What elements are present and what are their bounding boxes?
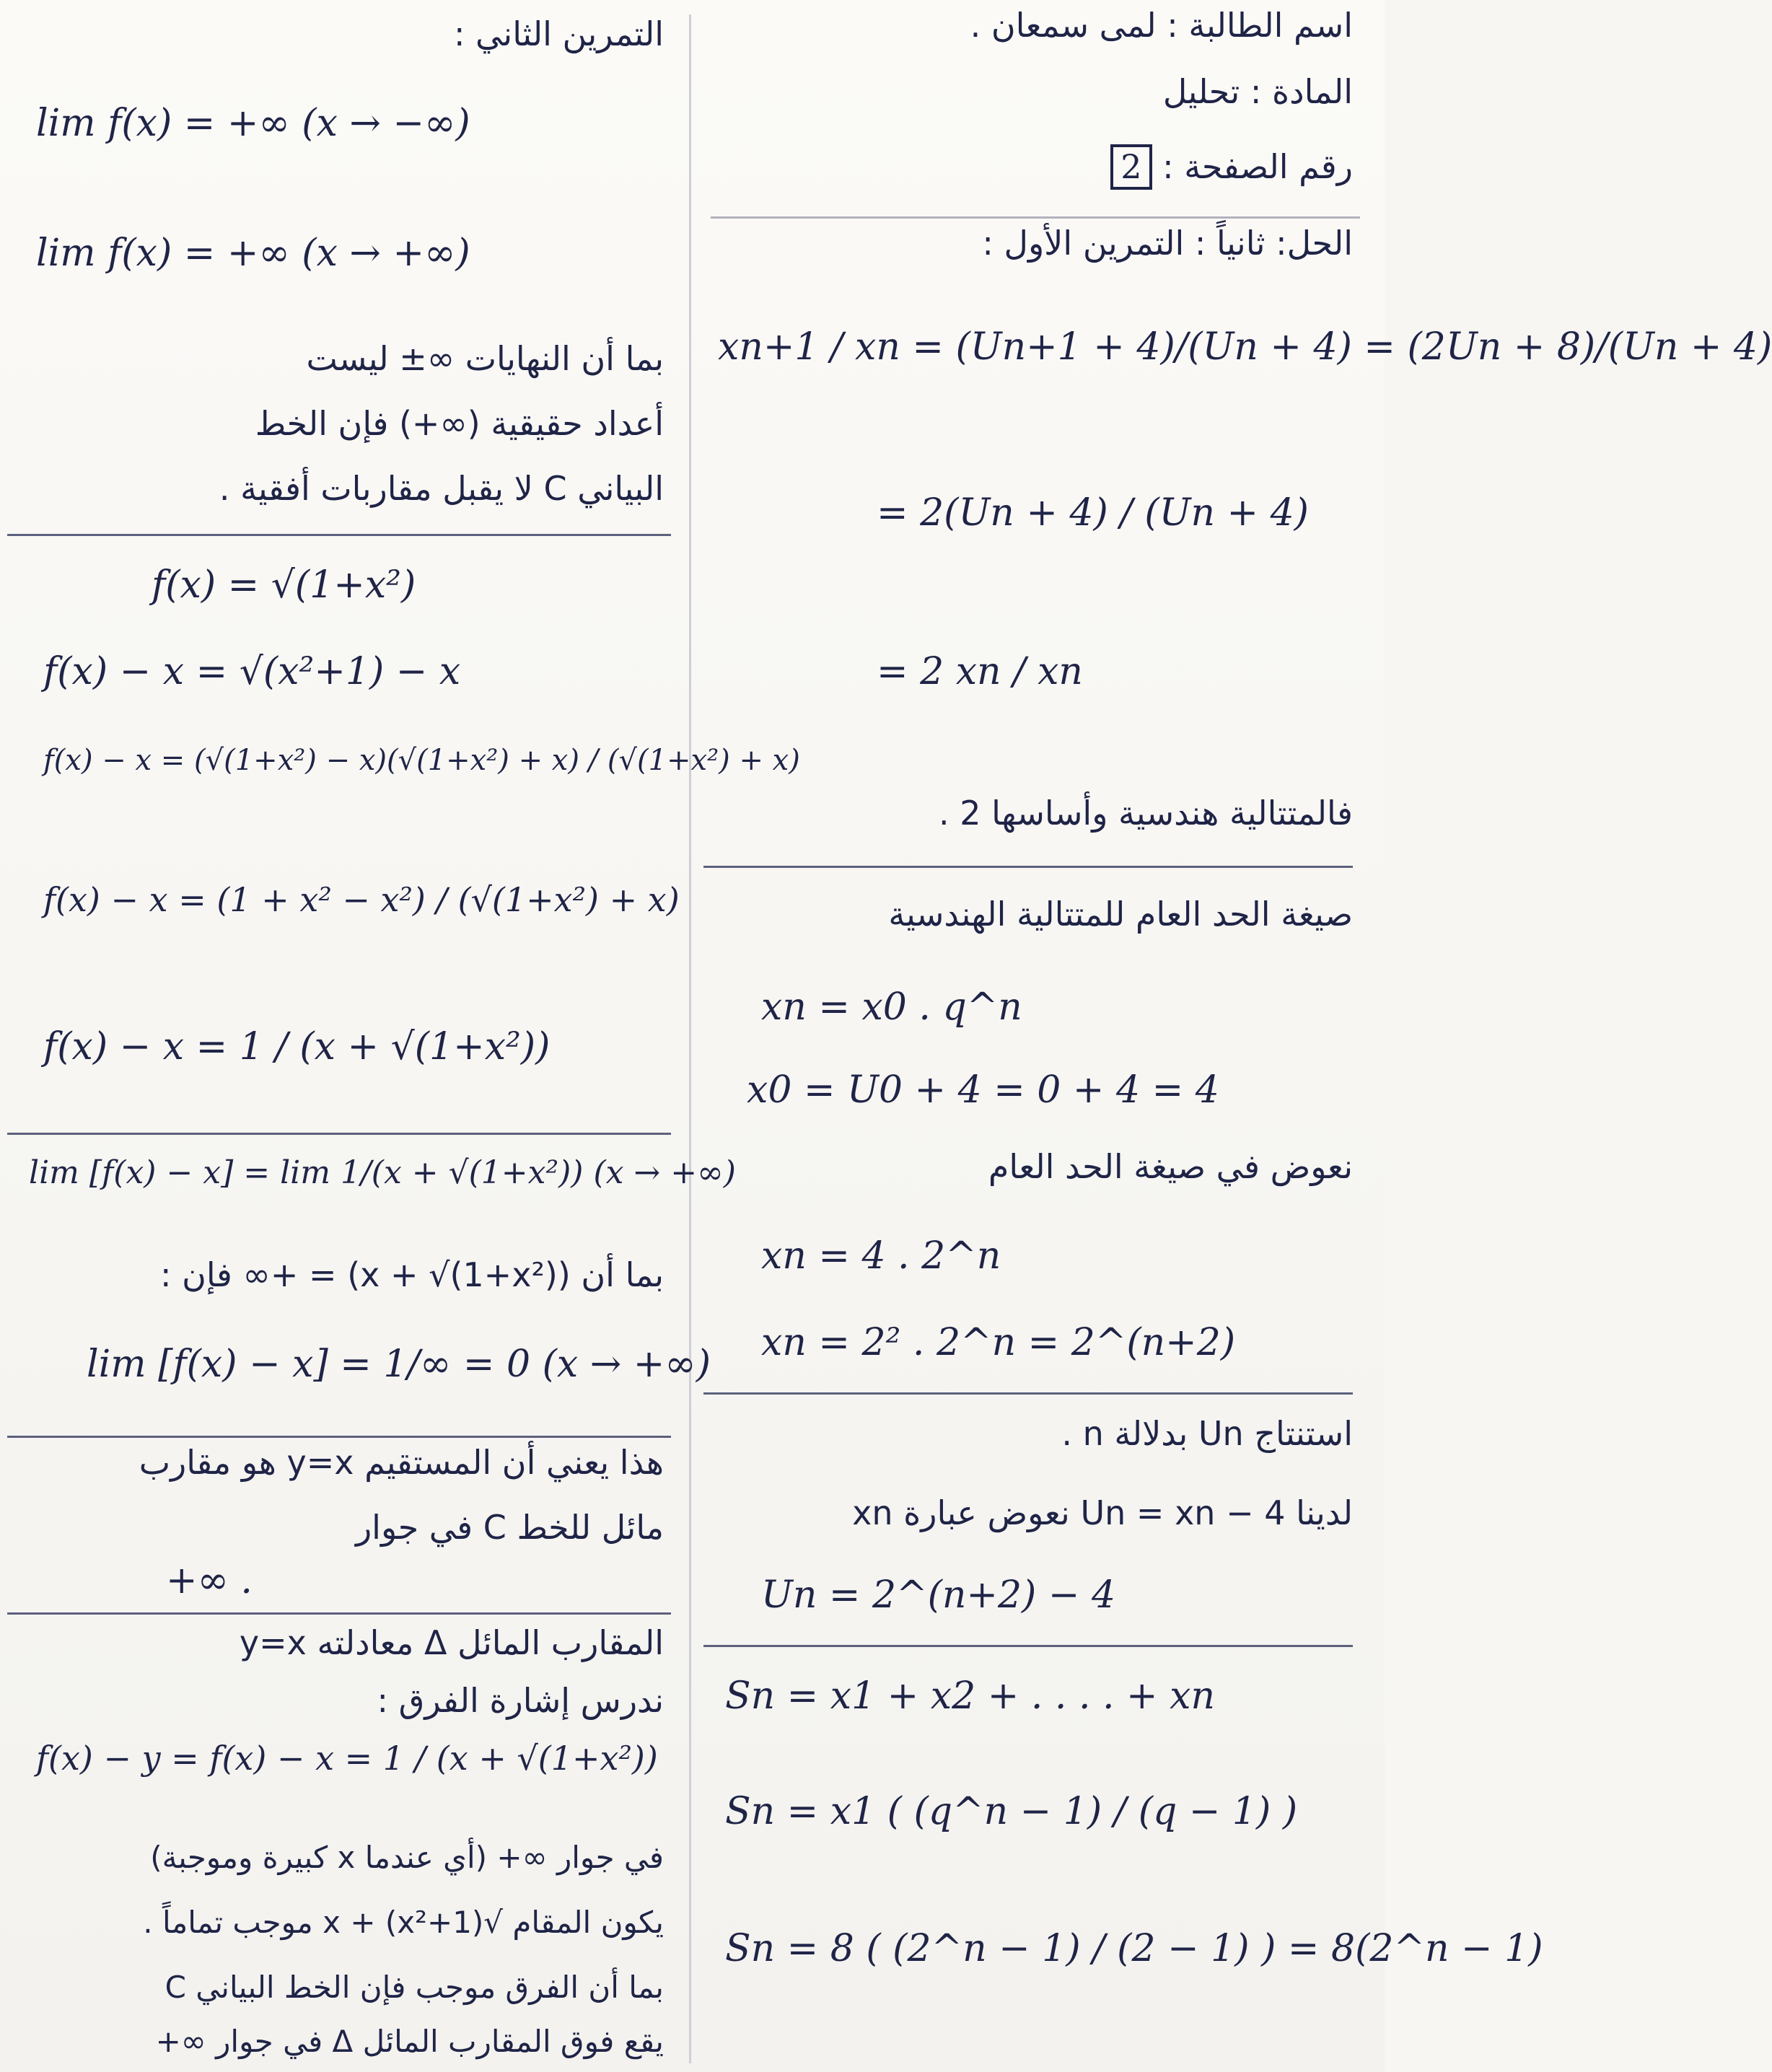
sum-result: Sn = 8 ( (2^n − 1) / (2 − 1) ) = 8(2^n − 1) bbox=[725, 1927, 1543, 1970]
sum-definition: Sn = x1 + x2 + . . . . + xn bbox=[725, 1674, 1215, 1718]
ratio-result: = 2 xn / xn bbox=[877, 650, 1083, 693]
conjugate-line: f(x) − x = (√(1+x²) − x)(√(1+x²) + x) / (√(1+x²) + x) bbox=[43, 744, 800, 777]
deduce-un: استنتاج Un بدلالة n . bbox=[1061, 1414, 1353, 1453]
difference-result: f(x) − x = 1 / (x + √(1+x²)) bbox=[43, 1025, 551, 1068]
since-denominator: بما أن (x + √(1+x²)) = +∞ فإن : bbox=[160, 1255, 664, 1294]
right-column bbox=[696, 0, 1772, 2072]
rule-l3 bbox=[7, 1436, 671, 1438]
ratio-factored: = 2(Un + 4) / (Un + 4) bbox=[877, 491, 1309, 535]
column-divider bbox=[689, 14, 691, 2063]
un-relation: لدينا Un = xn − 4 نعوض عبارة xn bbox=[852, 1493, 1353, 1532]
asymptote-equation: المقارب المائل Δ معادلته y=x bbox=[239, 1623, 664, 1662]
rule-l4 bbox=[7, 1612, 671, 1615]
rule-r2 bbox=[703, 1392, 1353, 1395]
subject-line: المادة : تحليل bbox=[1162, 72, 1353, 111]
oblique-conclusion-1: هذا يعني أن المستقيم y=x هو مقارب bbox=[139, 1443, 664, 1482]
sign-study: ندرس إشارة الفرق : bbox=[377, 1681, 664, 1720]
geometric-conclusion: فالمتتالية هندسية وأساسها 2 . bbox=[938, 794, 1353, 833]
oblique-conclusion-2: مائل للخط C في جوار bbox=[355, 1508, 664, 1547]
rule-l2 bbox=[7, 1133, 671, 1135]
rule-r1 bbox=[703, 866, 1353, 868]
page-number-line bbox=[1110, 144, 1353, 190]
exercise-title: التمرين الثاني : bbox=[453, 14, 664, 53]
no-horizontal-2: أعداد حقيقية (∞+) فإن الخط bbox=[255, 404, 664, 443]
page-label: رقم الصفحة : bbox=[1162, 147, 1353, 186]
neighborhood-note: في جوار ∞+ (أي عندما x كبيرة وموجبة) bbox=[150, 1840, 664, 1875]
difference-line: f(x) − x = √(x²+1) − x bbox=[43, 650, 461, 693]
student-name: اسم الطالبة : لمى سمعان . bbox=[970, 6, 1353, 45]
x0-value: x0 = U0 + 4 = 0 + 4 = 4 bbox=[747, 1068, 1219, 1112]
no-horizontal-1: بما أن النهايات ∞± ليست bbox=[306, 339, 664, 378]
curve-above-asymptote: يقع فوق المقارب المائل Δ في جوار ∞+ bbox=[155, 2024, 664, 2059]
simplified-numerator: f(x) − x = (1 + x² − x²) / (√(1+x²) + x) bbox=[43, 880, 680, 919]
xn-formula: xn = 4 . 2^n bbox=[761, 1234, 1001, 1278]
xn-simplified: xn = 2² . 2^n = 2^(n+2) bbox=[761, 1321, 1236, 1364]
rule-l1 bbox=[7, 534, 671, 536]
limit-minus-infinity: lim f(x) = +∞ (x → −∞) bbox=[36, 102, 470, 145]
limit-difference: lim [f(x) − x] = lim 1/(x + √(1+x²)) (x → +∞) bbox=[29, 1154, 736, 1191]
general-term-formula: xn = x0 . q^n bbox=[761, 985, 1022, 1029]
limit-zero: lim [f(x) − x] = 1/∞ = 0 (x → +∞) bbox=[87, 1343, 711, 1386]
sum-formula: Sn = x1 ( (q^n − 1) / (q − 1) ) bbox=[725, 1790, 1298, 1833]
limit-plus-infinity: lim f(x) = +∞ (x → +∞) bbox=[36, 232, 470, 275]
no-horizontal-3: البياني C لا يقبل مقاربات أفقية . bbox=[219, 469, 664, 508]
difference-positive: بما أن الفرق موجب فإن الخط البياني C bbox=[165, 1970, 664, 2005]
substitute-note: نعوض في صيغة الحد العام bbox=[988, 1147, 1353, 1186]
un-formula: Un = 2^(n+2) − 4 bbox=[761, 1573, 1116, 1617]
rule-r3 bbox=[703, 1645, 1353, 1647]
sign-difference: f(x) − y = f(x) − x = 1 / (x + √(1+x²)) bbox=[36, 1739, 658, 1778]
header-rule bbox=[711, 216, 1360, 219]
denominator-positive: يكون المقام √(1+x²) + x موجب تماماً . bbox=[143, 1905, 664, 1940]
general-term-heading: صيغة الحد العام للمتتالية الهندسية bbox=[888, 895, 1353, 934]
ratio-line: xn+1 / xn = (Un+1 + 4)/(Un + 4) = (2Un + 8)/(Un + 4) bbox=[718, 325, 1772, 369]
page-number-box: 2 bbox=[1110, 144, 1152, 190]
solution-title: الحل: ثانياً : التمرين الأول : bbox=[982, 224, 1353, 263]
oblique-conclusion-3: +∞ . bbox=[166, 1559, 253, 1602]
left-column bbox=[0, 0, 800, 2072]
function-definition: f(x) = √(1+x²) bbox=[152, 563, 416, 607]
